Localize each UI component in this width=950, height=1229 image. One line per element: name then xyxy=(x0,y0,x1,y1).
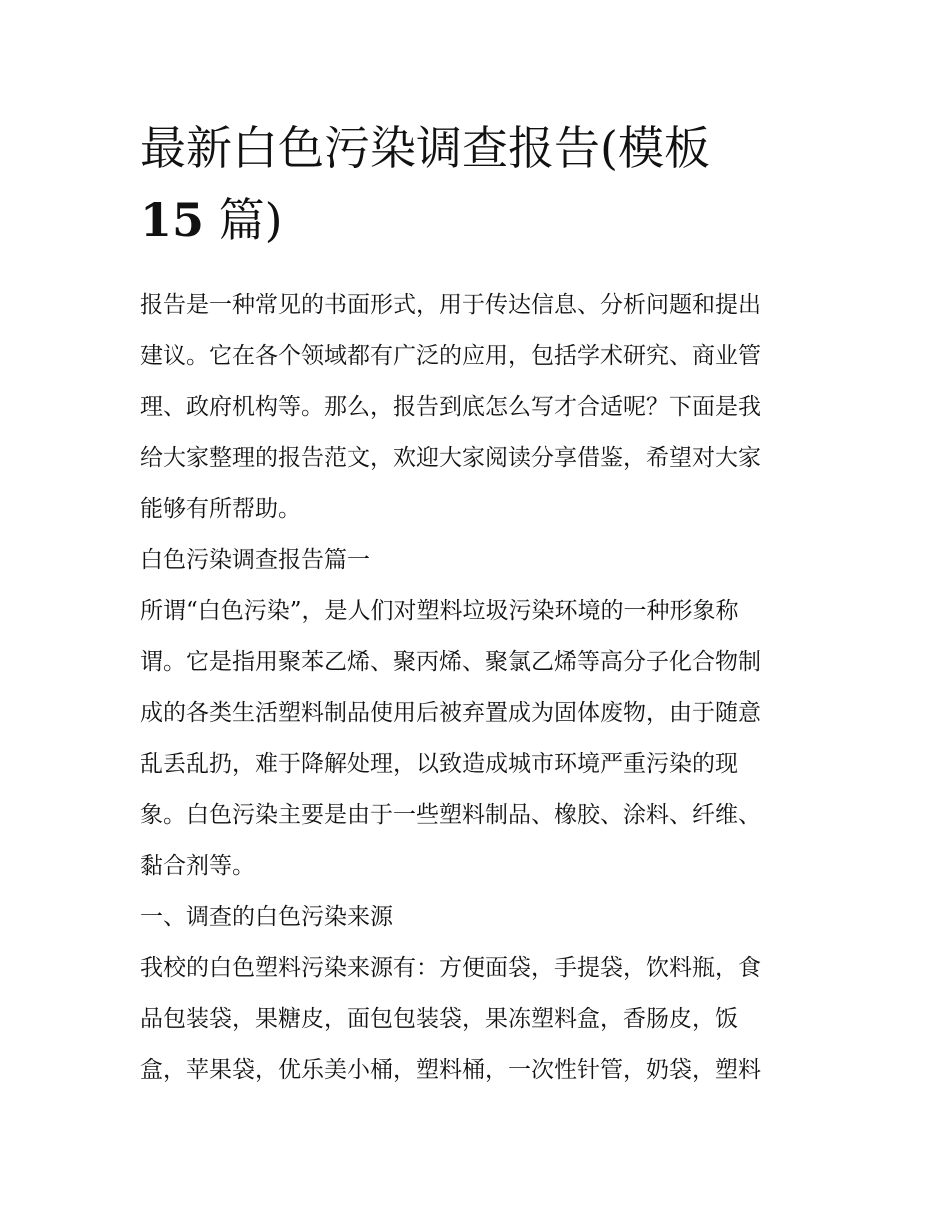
paragraph-line: 建议。它在各个领域都有广泛的应用，包括学术研究、商业管 xyxy=(140,343,761,369)
paragraph-line: 能够有所帮助。 xyxy=(140,496,301,522)
subsection-heading: 一、调查的白色污染来源 xyxy=(140,904,393,930)
paragraph-line: 给大家整理的报告范文，欢迎大家阅读分享借鉴，希望对大家 xyxy=(140,445,761,471)
paragraph-line: 报告是一种常见的书面形式，用于传达信息、分析问题和提出 xyxy=(140,292,761,318)
paragraph-line: 成的各类生活塑料制品使用后被弃置成为固体废物，由于随意 xyxy=(140,700,761,726)
paragraph-line: 黏合剂等。 xyxy=(140,853,255,879)
paragraph-line: 品包装袋，果糖皮，面包包装袋，果冻塑料盒，香肠皮，饭 xyxy=(140,1006,738,1032)
title-suffix: 篇) xyxy=(204,193,283,247)
paragraph-line: 我校的白色塑料污染来源有：方便面袋，手提袋，饮料瓶，食 xyxy=(140,955,761,981)
paragraph-line: 所谓“白色污染”，是人们对塑料垃圾污染环境的一种形象称 xyxy=(140,598,739,624)
document-content xyxy=(140,112,812,1096)
title-number: 15 xyxy=(140,193,205,247)
title-line-1: 最新白色污染调查报告(模板 xyxy=(140,121,710,175)
body-text xyxy=(140,280,812,1096)
paragraph-line: 象。白色污染主要是由于一些塑料制品、橡胶、涂料、纤维、 xyxy=(140,802,761,828)
paragraph-line: 乱丢乱扔，难于降解处理，以致造成城市环境严重污染的现 xyxy=(140,751,738,777)
paragraph-line: 盒，苹果袋，优乐美小桶，塑料桶，一次性针管，奶袋，塑料 xyxy=(140,1057,761,1083)
paragraph-line: 谓。它是指用聚苯乙烯、聚丙烯、聚氯乙烯等高分子化合物制 xyxy=(140,649,761,675)
document-title xyxy=(140,112,812,256)
paragraph-line: 理、政府机构等。那么，报告到底怎么写才合适呢？下面是我 xyxy=(140,394,761,420)
title-line-2 xyxy=(140,184,812,256)
section-heading: 白色污染调查报告篇一 xyxy=(140,547,370,573)
